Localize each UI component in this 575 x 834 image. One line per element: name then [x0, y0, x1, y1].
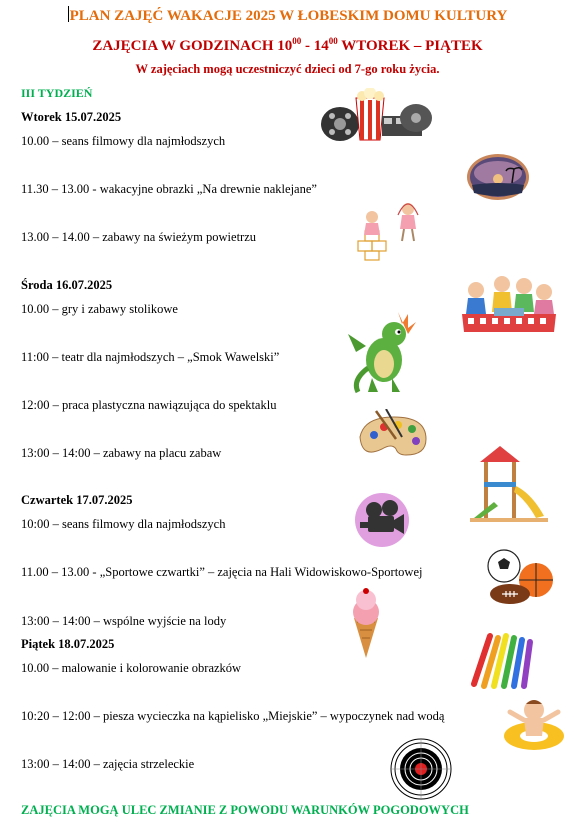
- age-note: W zajęciach mogą uczestniczyć dzieci od 7-go roku życia.: [135, 62, 440, 76]
- day-title-tuesday: Wtorek 15.07.2025: [21, 110, 122, 124]
- paint-palette-icon: [356, 409, 430, 461]
- schedule-item: 11.00 – 13.00 - „Sportowe czwartki” – zajęcia na Hali Widowiskowo-Sportowej: [21, 565, 423, 579]
- day-title-wednesday: Środa 16.07.2025: [21, 278, 113, 292]
- schedule-item: 10.00 – malowanie i kolorowanie obrazków: [21, 661, 242, 675]
- ice-cream-icon: [348, 588, 384, 660]
- sunset-painting-icon: [466, 153, 530, 201]
- schedule-item: 10.00 – gry i zabawy stolikowe: [21, 302, 178, 316]
- schedule-item: 13.00 – 14.00 – zabawy na świeżym powietrzu: [21, 230, 257, 244]
- film-camera-icon: [354, 492, 410, 548]
- text-cursor: [68, 6, 69, 22]
- playground-icon: [470, 442, 548, 522]
- schedule-item: 10.00 – seans filmowy dla najmłodszych: [21, 134, 226, 148]
- popcorn-film-icon: [318, 88, 436, 146]
- schedule-item: 10:00 – seans filmowy dla najmłodszych: [21, 517, 226, 531]
- swimming-kid-icon: [502, 694, 568, 756]
- hours-heading: ZAJĘCIA W GODZINACH $10^{00} - 14^{00}$ WTOREK – PIĄTEK: [92, 36, 483, 54]
- hopscotch-kids-icon: [354, 197, 430, 261]
- schedule-item: 13:00 – 14:00 – zajęcia strzeleckie: [21, 757, 195, 771]
- page-title: PLAN ZAJĘĆ WAKACJE 2025 W ŁOBESKIM DOMU KULTURY: [69, 8, 508, 24]
- week-label: III TYDZIEŃ: [21, 86, 93, 100]
- schedule-item: 11.30 – 13.00 - wakacyjne obrazki „Na drewnie naklejane”: [21, 182, 317, 196]
- schedule-item: 12:00 – praca plastyczna nawiązująca do spektaklu: [21, 398, 277, 412]
- crayons-icon: [468, 628, 536, 692]
- day-title-thursday: Czwartek 17.07.2025: [21, 493, 133, 507]
- day-title-friday: Piątek 18.07.2025: [21, 637, 115, 651]
- kids-board-game-icon: [458, 274, 560, 334]
- footer-note: ZAJĘCIA MOGĄ ULEC ZMIANIE Z POWODU WARUNKÓW POGODOWYCH: [21, 803, 469, 817]
- sports-balls-icon: [486, 548, 556, 606]
- schedule-item: 13:00 – 14:00 – wspólne wyjście na lody: [21, 614, 227, 628]
- schedule-item: 13:00 – 14:00 – zabawy na placu zabaw: [21, 446, 222, 460]
- dragon-icon: [342, 304, 420, 396]
- shooting-target-icon: [390, 738, 452, 800]
- schedule-item: 11:00 – teatr dla najmłodszych – „Smok Wawelski”: [21, 350, 280, 364]
- schedule-item: 10:20 – 12:00 – piesza wycieczka na kąpielisko „Miejskie” – wypoczynek nad wodą: [21, 709, 445, 723]
